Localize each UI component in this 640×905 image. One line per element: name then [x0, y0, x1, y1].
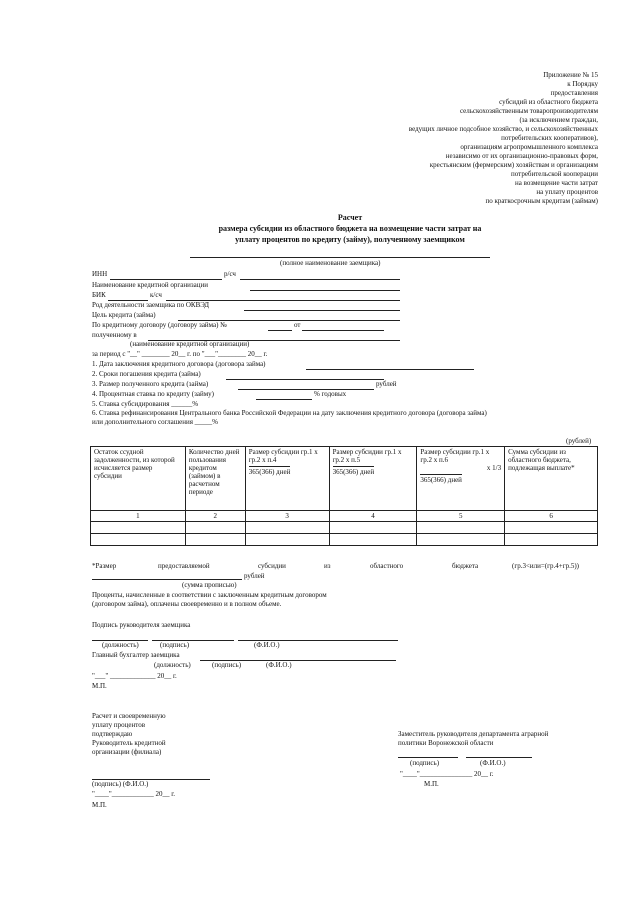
item-4: 4. Процентная ставка по кредиту (займу)	[92, 390, 214, 398]
table-cell: 5	[417, 511, 505, 522]
stamp-label: М.П.	[92, 682, 107, 690]
org-caption: (наименование кредитной организации)	[130, 340, 250, 348]
footnote-rubles: рублей	[244, 572, 265, 580]
dept-sign-caption: (подпись)	[410, 759, 440, 767]
table-header-row	[91, 447, 598, 511]
appendix-line: независимо от их организационно-правовых форм,	[445, 152, 598, 160]
denominator: 365(366) дней	[420, 476, 462, 485]
table-header-cell: Размер субсидии гр.1 x гр.2 x п.4 365(366) дней	[245, 447, 329, 511]
table-cell: 3	[245, 511, 329, 522]
table-header-cell: Количество дней пользования кредитом (займом) в расчетном периоде	[185, 447, 245, 511]
item-6-cont: или дополнительного соглашения _____%	[92, 418, 218, 426]
item-2-line	[226, 379, 384, 380]
bank-block-line: организации (филиала)	[92, 748, 162, 756]
accountant-label: Главный бухгалтер заемщика	[92, 651, 180, 659]
appendix-line: ведущих личное подсобное хозяйство, и сельскохозяйственных	[408, 125, 598, 133]
footnote-word: субсидии	[258, 562, 286, 570]
date-line: "___" _____________ 20__ г.	[92, 672, 177, 680]
item-3: 3. Размер полученного кредита (займа)	[92, 380, 209, 388]
ks-label: к/сч	[150, 291, 162, 299]
table-cell: 4	[329, 511, 417, 522]
inn-line	[110, 279, 222, 280]
table-header-cell: Размер субсидии гр.1 x гр.2 x п.6 x 1/3 365(366) дней	[417, 447, 505, 511]
footnote-word: из	[324, 562, 331, 570]
bank-stamp-label: М.П.	[92, 801, 107, 809]
appendix-line: Приложение № 15	[543, 71, 598, 79]
position-caption: (должность)	[154, 661, 191, 669]
denominator: 365(366) дней	[248, 468, 291, 477]
bank-sign-caption: (подпись) (Ф.И.О.)	[92, 780, 149, 788]
appendix-line: на возмещение части затрат	[514, 179, 598, 187]
footnote-word: *Размер	[92, 562, 117, 570]
sum-caption: (сумма прописью)	[182, 581, 237, 589]
contract-date-line	[302, 330, 384, 331]
doc-title: Расчет	[337, 213, 363, 222]
contract-label: По кредитному договору (договору займа) №	[92, 321, 227, 329]
currency-note: (рублей)	[566, 437, 592, 445]
interest-line: Проценты, начисленные в соответствии с заключенным кредитным договором	[92, 591, 327, 599]
item-4-line	[256, 399, 312, 400]
okved-label: Род деятельности заемщика по ОКВЭД	[92, 301, 210, 309]
appendix-line: предоставления	[550, 89, 598, 97]
bank-block-line: уплату процентов	[92, 721, 145, 729]
table-cell: 1	[91, 511, 186, 522]
borrower-caption: (полное наименование заемщика)	[280, 259, 381, 267]
okved-line	[244, 310, 400, 311]
footnote-sum-line	[92, 579, 242, 580]
table-cell: 2	[185, 511, 245, 522]
dept-fio-line	[466, 757, 532, 758]
borrower-line	[190, 257, 490, 258]
appendix-line: потребительских кооперативов),	[501, 134, 598, 142]
doc-title-line: уплату процентов по кредиту (займу), полученному заемщиком	[235, 235, 465, 244]
table-number-row	[91, 511, 598, 522]
item-1: 1. Дата заключения кредитного договора (договора займа)	[92, 360, 266, 368]
appendix-line: субсидий из областного бюджета	[499, 98, 598, 106]
contract-from-label: от	[294, 321, 301, 329]
interest-line: (договором займа), оплачены своевременно и в полном объеме.	[92, 600, 282, 608]
appendix-line: (за исключением граждан,	[519, 116, 598, 124]
denominator: 365(366) дней	[332, 468, 375, 477]
item-2: 2. Сроки погашения кредита (займа)	[92, 370, 201, 378]
appendix-line: крестьянским (фермерским) хозяйствам и организациям	[429, 161, 598, 169]
position-caption: (должность)	[102, 641, 139, 649]
bank-block-line: подтверждаю	[92, 730, 133, 738]
period-line: за период с "__" ________ 20__ г. по "___"________ 20__ г.	[92, 350, 268, 358]
footnote-word: предоставляемой	[158, 562, 210, 570]
purpose-label: Цель кредита (займа)	[92, 311, 156, 319]
rs-label: р/сч	[224, 270, 236, 278]
table-row	[91, 534, 598, 546]
dept-block-line: политики Воронежской области	[398, 739, 494, 747]
dept-fio-caption: (Ф.И.О.)	[480, 759, 506, 767]
item-3-unit: рублей	[376, 380, 397, 388]
appendix-line: на уплату процентов	[536, 188, 598, 196]
appendix-line: по краткосрочным кредитам (займам)	[485, 197, 598, 205]
fio-caption: (Ф.И.О.)	[266, 661, 292, 669]
footnote-word: областного	[370, 562, 404, 570]
bank-block-line: Руководитель кредитной	[92, 739, 166, 747]
dept-block-line: Заместитель руководителя департамента аграрной	[398, 730, 549, 738]
fio-caption: (Ф.И.О.)	[254, 641, 280, 649]
received-label: полученному в	[92, 331, 137, 339]
appendix-line: сельскохозяйственным товаропроизводителям	[459, 107, 598, 115]
dept-date-line: "____"_______________ 20__ г.	[400, 770, 494, 778]
appendix-line: к Порядку	[567, 80, 598, 88]
dept-sign-line	[398, 757, 458, 758]
contract-number-line	[268, 330, 292, 331]
item-3-line	[238, 389, 374, 390]
bank-line	[250, 290, 400, 291]
item-5: 5. Ставка субсидирования ______%	[92, 400, 199, 408]
table-header-cell: Размер субсидии гр.1 x гр.2 x п.5 365(366) дней	[329, 447, 417, 511]
appendix-line: потребительской кооперации	[511, 170, 598, 178]
bank-block-line: Расчет и своевременную	[92, 712, 166, 720]
head-signature-label: Подпись руководителя заемщика	[92, 621, 191, 629]
subsidy-table	[90, 446, 598, 546]
bik-label: БИК	[92, 291, 106, 299]
rs-line	[240, 279, 400, 280]
appendix-line: организациям агропромышленного комплекса	[460, 143, 598, 151]
bank-label: Наименование кредитной организации	[92, 281, 208, 289]
table-cell: 6	[505, 511, 598, 522]
item-6: 6. Ставка рефинансирования Центрального банка Российской Федерации на дату заключения кредитного договора (договора займа)	[92, 409, 487, 417]
table-header-cell: Сумма субсидии из областного бюджета, подлежащая выплате*	[505, 447, 598, 511]
item-1-line	[306, 369, 474, 370]
bank-date-line: "____"____________ 20__ г.	[92, 790, 176, 798]
inn-label: ИНН	[92, 270, 108, 278]
sign-caption: (подпись)	[212, 661, 242, 669]
footnote-formula: (гр.3<или=(гр.4+гр.5))	[512, 562, 580, 570]
doc-title-line: размера субсидии из областного бюджета на возмещение части затрат на	[218, 224, 482, 233]
dept-stamp-label: М.П.	[424, 780, 439, 788]
table-row	[91, 522, 598, 534]
col5-extra: x 1/3	[486, 464, 502, 473]
footnote-word: бюджета	[452, 562, 479, 570]
item-4-unit: % годовых	[314, 390, 347, 398]
table-header-cell: Остаток ссудной задолженности, из которой исчисляется размер субсидии	[91, 447, 186, 511]
sign-caption: (подпись)	[160, 641, 190, 649]
